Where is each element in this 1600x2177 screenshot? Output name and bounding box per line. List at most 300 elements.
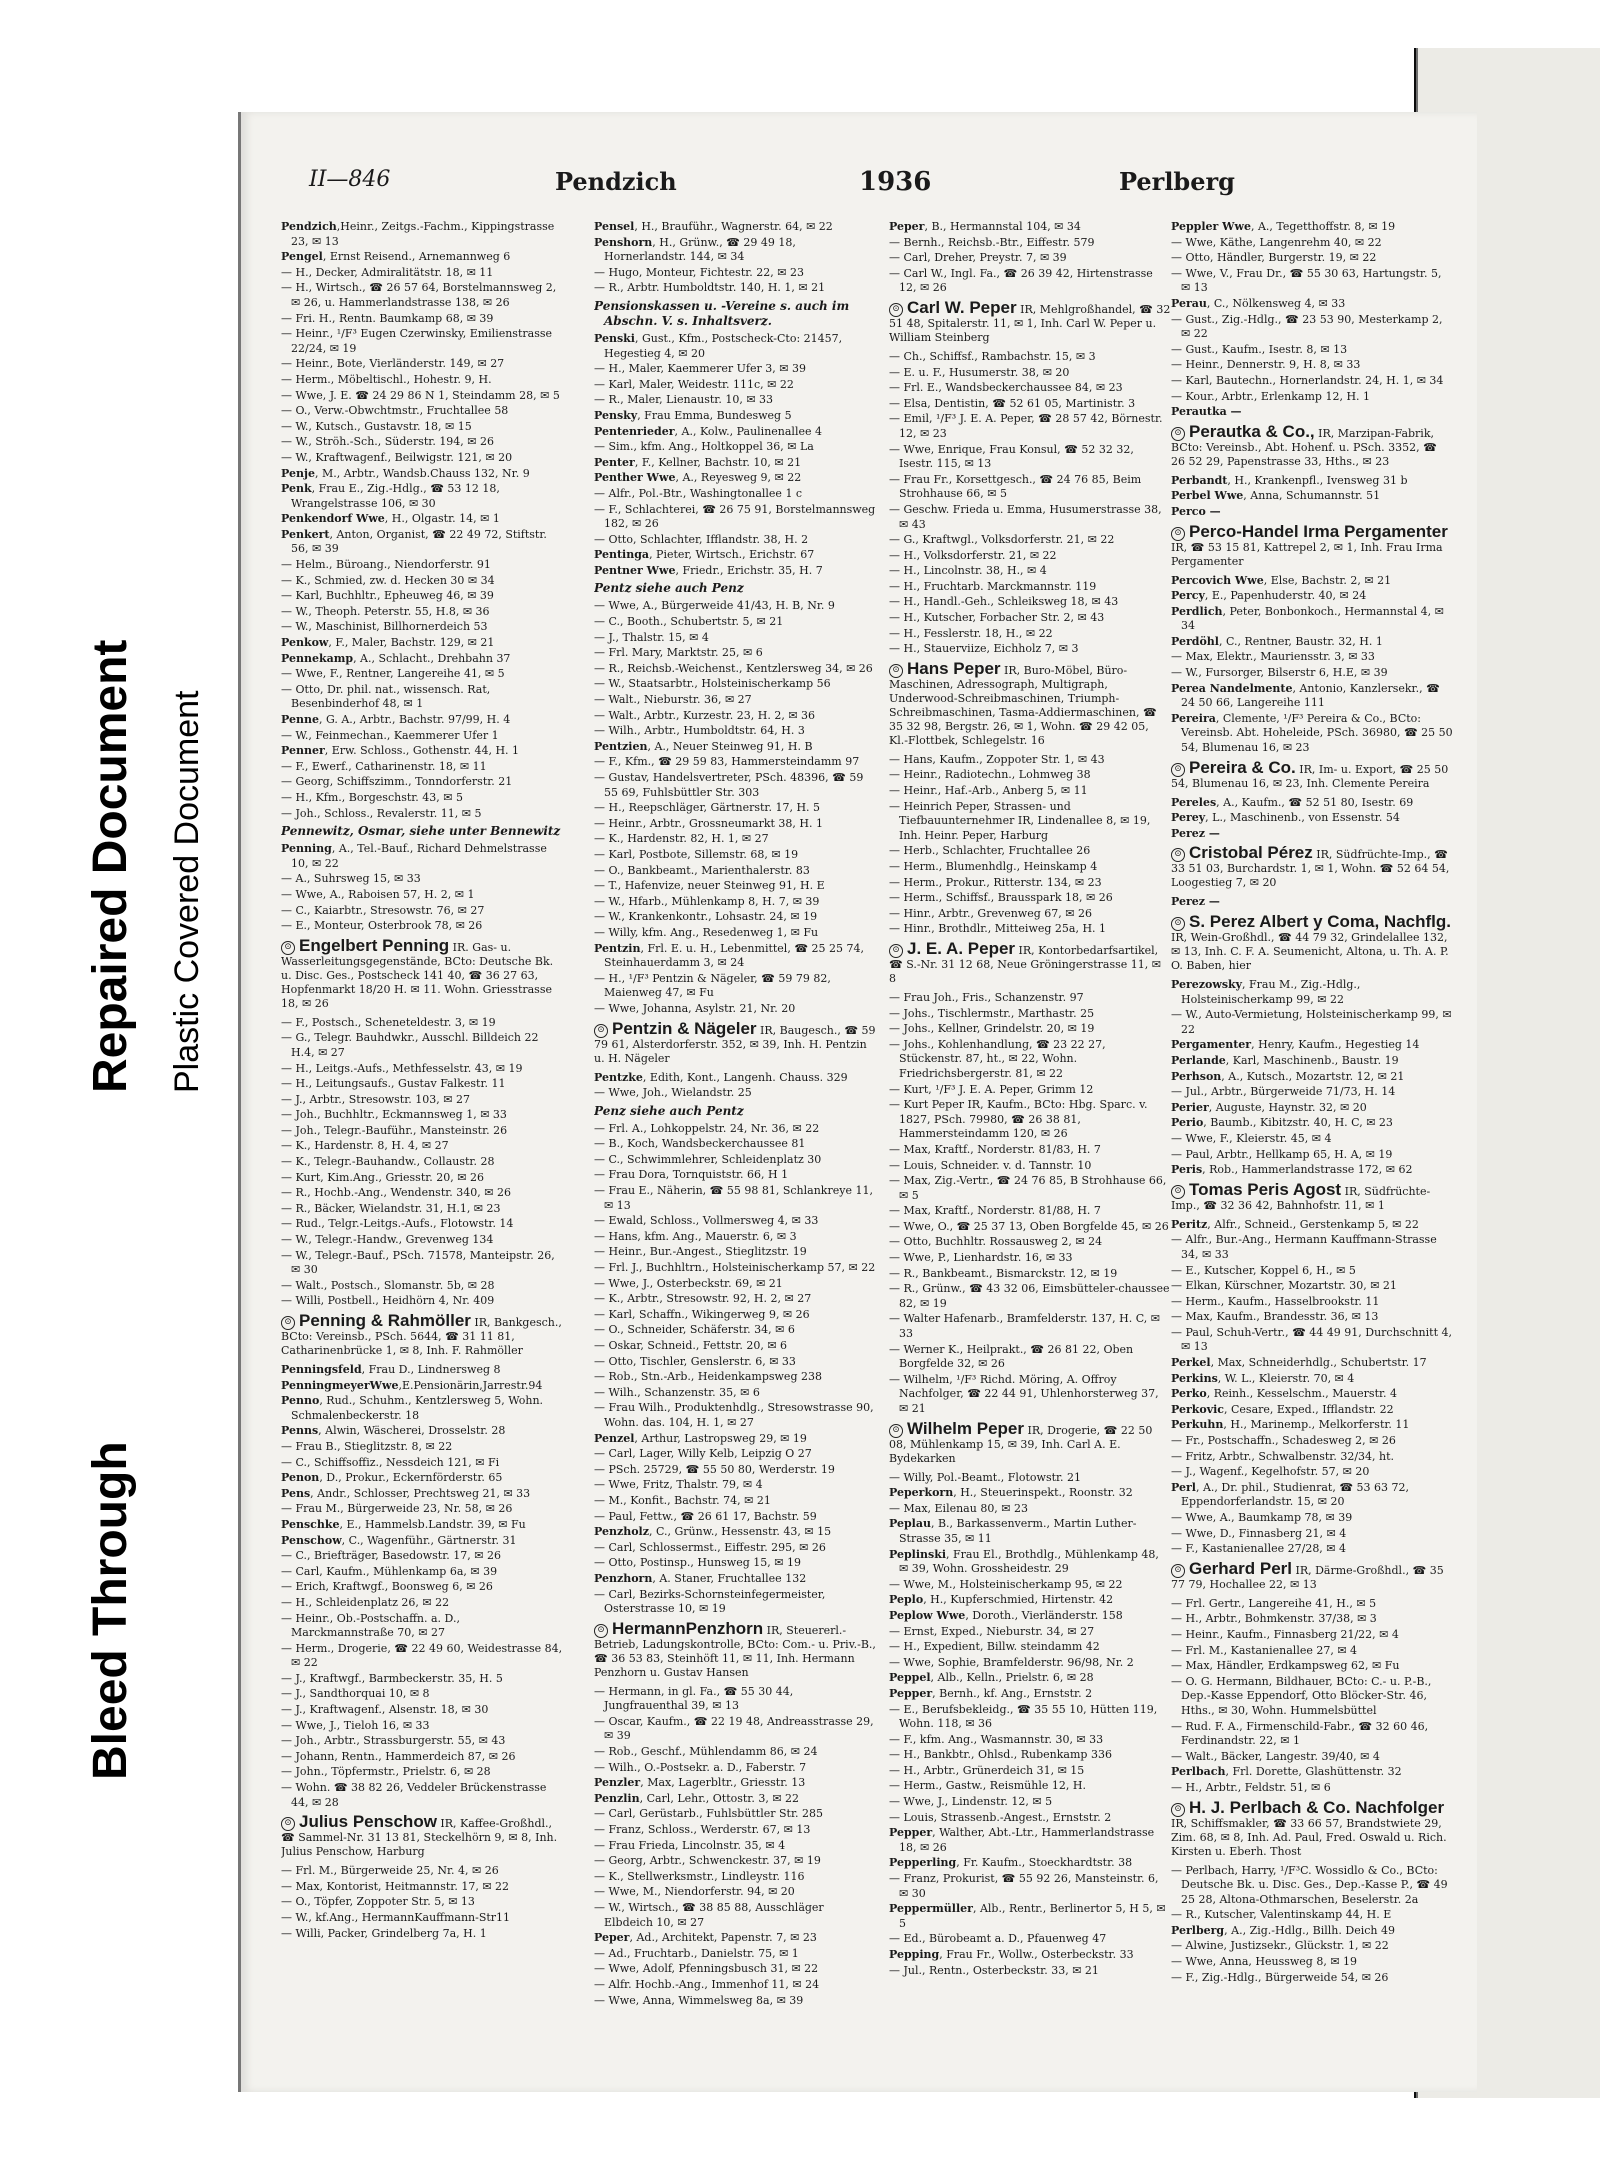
register-mark-icon: ⊙ bbox=[594, 1024, 608, 1038]
directory-advert: ⊙ Julius Penschow IR, Kaffee-Großhdl., ☎ Sammel-Nr. 31 13 81, Steckelhörn 9, ✉ 8, Inh. Julius Penschow, Harburg bbox=[281, 1812, 558, 1859]
directory-entry: Penkow, F., Maler, Bachstr. 129, ✉ 21 bbox=[281, 636, 495, 650]
directory-entry: — Rob., Stn.-Arb., Heidenkampsweg 238 bbox=[594, 1370, 822, 1384]
register-mark-icon: ⊙ bbox=[889, 664, 903, 678]
register-mark-icon: ⊙ bbox=[889, 303, 903, 317]
directory-entry: — Carl, Bezirks-Schornsteinfegermeister, Osterstrasse 10, ✉ 19 bbox=[594, 1587, 826, 1616]
directory-entry: — W., Telegr.-Handw., Grevenweg 134 bbox=[281, 1233, 494, 1247]
directory-entry: — J., Kraftwgf., Barmbeckerstr. 35, H. 5 bbox=[281, 1671, 503, 1685]
directory-entry: — H., Fruchtarb. Marckmannstr. 119 bbox=[889, 579, 1097, 593]
directory-entry: Penningsfeld, Frau D., Lindnersweg 8 bbox=[281, 1363, 501, 1376]
directory-advert: ⊙ Perco-Handel Irma Pergamenter IR, ☎ 53 15 81, Kattrepel 2, ✉ 1, Inh. Frau Irma Pergamenter bbox=[1171, 521, 1448, 568]
directory-entry: — Wwe, Johanna, Asylstr. 21, Nr. 20 bbox=[594, 1001, 796, 1015]
directory-entry: Penje, M., Arbtr., Wandsb.Chauss 132, Nr. 9 bbox=[281, 466, 530, 480]
label-bleed-through: Bleed Through bbox=[84, 1441, 137, 1780]
directory-entry: — Ewald, Schloss., Vollmersweg 4, ✉ 33 bbox=[594, 1214, 819, 1228]
directory-entry: — Hinr., Brothdlr., Mitteiweg 25a, H. 1 bbox=[889, 922, 1107, 936]
directory-entry: — Wwe, Fritz, Thalstr. 79, ✉ 4 bbox=[594, 1478, 763, 1492]
directory-entry: — W., Ströh.-Sch., Süderstr. 194, ✉ 26 bbox=[281, 435, 495, 449]
directory-entry: — Hermann, in gl. Fa., ☎ 55 30 44, Jungfrauenthal 39, ✉ 13 bbox=[594, 1684, 794, 1713]
directory-entry: — H., Lincolnstr. 38, H., ✉ 4 bbox=[889, 564, 1047, 578]
directory-entry: Perl, A., Dr. phil., Studienrat, ☎ 53 63 72, Eppendorferlandstr. 15, ✉ 20 bbox=[1171, 1480, 1409, 1509]
directory-entry: — Heinr., Haf.-Arb., Anberg 5, ✉ 11 bbox=[889, 784, 1088, 798]
directory-entry: — Walt., Arbtr., Kurzestr. 23, H. 2, ✉ 36 bbox=[594, 708, 816, 722]
directory-entry: — Wwe, M., Holsteinischerkamp 95, ✉ 22 bbox=[889, 1577, 1123, 1591]
directory-entry: — Paul, Arbtr., Hellkamp 65, H. A, ✉ 19 bbox=[1171, 1147, 1393, 1161]
directory-entry: — W., Feinmechan., Kaemmerer Ufer 1 bbox=[281, 728, 499, 742]
register-mark-icon: ⊙ bbox=[1171, 763, 1185, 777]
directory-entry: — Wwe, V., Frau Dr., ☎ 55 30 63, Hartungstr. 5, ✉ 13 bbox=[1171, 266, 1442, 295]
directory-entry: — F., Schlachterei, ☎ 26 75 91, Borstelmannsweg 182, ✉ 26 bbox=[594, 502, 876, 531]
directory-entry: — H., Stauerviize, Eichholz 7, ✉ 3 bbox=[889, 642, 1079, 656]
directory-entry: — Frl. Gertr., Langereihe 41, H., ✉ 5 bbox=[1171, 1596, 1377, 1610]
directory-entry: — Herm., Gastw., Reismühle 12, H. bbox=[889, 1779, 1086, 1793]
directory-advert: ⊙ Engelbert Penning IR. Gas- u. Wasserleitungsgegenstände, BCto: Deutsche Bk. u. Disc. Ges., Postscheck 141 40, ☎ 36 27 63, Hopfenmarkt 18/20 H. ✉ 11. Wohn. Griesstrasse 18, ✉ 26 bbox=[281, 935, 554, 1010]
directory-entry: — Ed., Bürobeamt a. D., Pfauenweg 47 bbox=[889, 1932, 1107, 1946]
directory-entry: — Hans, Kaufm., Zoppoter Str. 1, ✉ 43 bbox=[889, 752, 1105, 766]
directory-entry: Pereles, A., Kaufm., ☎ 52 51 80, Isestr. 69 bbox=[1171, 795, 1414, 809]
directory-entry: — Ch., Schiffsf., Rambachstr. 15, ✉ 3 bbox=[889, 349, 1096, 363]
directory-entry: Pensionskassen u. -Vereine s. auch im Abschn. V. s. Inhaltsverz. bbox=[594, 298, 850, 328]
directory-entry: Penz siehe auch Pentz bbox=[594, 1103, 744, 1118]
directory-entry: — Max, Kraftf., Norderstr. 81/88, H. 7 bbox=[889, 1204, 1101, 1218]
page-header bbox=[241, 167, 1477, 201]
directory-entry: — Wwe, F., Rentner, Langereihe 41, ✉ 5 bbox=[281, 667, 505, 681]
directory-entry: — B., Koch, Wandsbeckerchaussee 81 bbox=[594, 1137, 806, 1151]
directory-entry: — F., Postsch., Scheneteldestr. 3, ✉ 19 bbox=[281, 1015, 496, 1029]
directory-entry: Perkuhn, H., Marinemp., Melkorferstr. 11 bbox=[1171, 1418, 1410, 1432]
directory-entry: — Wwe, J., Tieloh 16, ✉ 33 bbox=[281, 1718, 430, 1732]
directory-entry: — Otto, Tischler, Genslerstr. 6, ✉ 33 bbox=[594, 1354, 796, 1368]
directory-entry: — Max, Kontorist, Heitmannstr. 17, ✉ 22 bbox=[281, 1879, 510, 1893]
directory-entry: — H., Reepschläger, Gärtnerstr. 17, H. 5 bbox=[594, 801, 821, 815]
directory-entry: — E., Kutscher, Koppel 6, H., ✉ 5 bbox=[1171, 1263, 1356, 1277]
directory-entry: Perkovic, Cesare, Exped., Ifflandstr. 22 bbox=[1171, 1402, 1394, 1416]
directory-entry: — PSch. 25729, ☎ 55 50 80, Werderstr. 19 bbox=[594, 1462, 835, 1476]
directory-entry: — K., Stellwerksmstr., Lindleystr. 116 bbox=[594, 1869, 805, 1883]
column-1 bbox=[281, 220, 563, 2060]
directory-entry: — Joh., Buchhltr., Eckmannsweg 1, ✉ 33 bbox=[281, 1108, 507, 1122]
directory-entry: — H., Handl.-Geh., Schleiksweg 18, ✉ 43 bbox=[889, 595, 1119, 609]
directory-entry: — Heinr., Bote, Vierländerstr. 149, ✉ 27 bbox=[281, 357, 505, 371]
directory-entry: Pentzke, Edith, Kont., Langenh. Chauss. 329 bbox=[594, 1070, 848, 1084]
directory-entry: — H., Bankbtr., Ohlsd., Rubenkamp 336 bbox=[889, 1748, 1112, 1762]
directory-entry: Penzler, Max, Lagerbltr., Griesstr. 13 bbox=[594, 1776, 806, 1790]
directory-entry: — Max, Eilenau 80, ✉ 23 bbox=[889, 1501, 1029, 1515]
directory-entry: — Fr., Postschaffn., Schadesweg 2, ✉ 26 bbox=[1171, 1434, 1396, 1448]
directory-entry: — Alfr., Pol.-Btr., Washingtonallee 1 c bbox=[594, 486, 803, 500]
directory-entry: Penno, Rud., Schuhm., Kentzlersweg 5, Wohn. Schmalenbeckerstr. 18 bbox=[281, 1394, 544, 1422]
directory-entry: — H., Arbtr., Grünerdeich 31, ✉ 15 bbox=[889, 1763, 1085, 1777]
page-number: II—846 bbox=[309, 167, 391, 192]
register-mark-icon: ⊙ bbox=[281, 941, 295, 955]
directory-entry: Perezowsky, Frau M., Zig.-Hdlg., Holsteinischerkamp 99, ✉ 22 bbox=[1171, 978, 1361, 1006]
directory-entry: Perau, C., Nölkensweg 4, ✉ 33 bbox=[1171, 296, 1346, 310]
header-year: 1936 bbox=[859, 167, 932, 197]
directory-entry: — Max, Zig.-Vertr., ☎ 24 76 85, B Strohhause 66, ✉ 5 bbox=[889, 1174, 1167, 1202]
directory-entry: Peplo, H., Kupferschmied, Hirtenstr. 42 bbox=[889, 1593, 1114, 1607]
directory-entry: — E., Monteur, Osterbrook 78, ✉ 26 bbox=[281, 919, 483, 933]
directory-entry: — Wilh., O.-Postsekr. a. D., Faberstr. 7 bbox=[594, 1760, 807, 1774]
directory-entry: — Willi, Packer, Grindelberg 7a, H. 1 bbox=[281, 1926, 487, 1940]
directory-entry: — F., Kastanienallee 27/28, ✉ 4 bbox=[1171, 1542, 1347, 1556]
directory-entry: — H., Leitgs.-Aufs., Methfesselstr. 43, ✉ 19 bbox=[281, 1061, 523, 1075]
directory-entry: — Georg, Schiffszimm., Tonndorferstr. 21 bbox=[281, 775, 513, 789]
directory-entry: — Alfr. Hochb.-Ang., Immenhof 11, ✉ 24 bbox=[594, 1977, 820, 1991]
directory-entry: — Wilhelm, ¹/F³ Richd. Möring, A. Offroy Nachfolger, ☎ 22 44 91, Uhlenhorsterweg 37, ✉ 21 bbox=[889, 1372, 1159, 1415]
directory-entry: PenningmeyerWwe,E.Pensionärin,Jarrestr.94 bbox=[281, 1378, 543, 1392]
directory-entry: Pepping, Frau Fr., Wollw., Osterbeckstr. 33 bbox=[889, 1948, 1134, 1961]
directory-entry: — Johs., Kellner, Grindelstr. 20, ✉ 19 bbox=[889, 1022, 1095, 1036]
directory-entry: — Max, Händler, Erdkampsweg 62, ✉ Fu bbox=[1171, 1659, 1400, 1673]
directory-entry: — W., Theoph. Peterstr. 55, H.8, ✉ 36 bbox=[281, 604, 490, 618]
directory-entry: — Karl, Maler, Weidestr. 111c, ✉ 22 bbox=[594, 377, 794, 391]
directory-entry: — O. G. Hermann, Bildhauer, BCto: C.- u. P.-B., Dep.-Kasse Eppendorf, Otto Blöcker-Str. 46, Hths., ✉ 30, Wohn. Hummelsbüttel bbox=[1171, 1674, 1432, 1717]
directory-advert: ⊙ Cristobal Pérez IR, Südfrüchte-Imp., ☎ 33 51 03, Burchardstr. 1, ✉ 1, Wohn. ☎ 52 64 54, Loogestieg 7, ✉ 20 bbox=[1171, 843, 1450, 890]
directory-entry: — Herb., Schlachter, Fruchtallee 26 bbox=[889, 844, 1091, 858]
directory-entry: Perautka — bbox=[1171, 405, 1242, 419]
directory-entry: — K., Arbtr., Stresowstr. 92, H. 2, ✉ 27 bbox=[594, 1292, 812, 1306]
directory-entry: Penschke, E., Hammelsb.Landstr. 39, ✉ Fu bbox=[281, 1517, 526, 1531]
directory-entry: — W., Krankenkontr., Lohsastr. 24, ✉ 19 bbox=[594, 910, 818, 924]
register-mark-icon: ⊙ bbox=[1171, 1803, 1185, 1817]
directory-entry: — Alwine, Justizsekr., Glückstr. 1, ✉ 22 bbox=[1171, 1939, 1389, 1953]
directory-entry: — R., Hochb.-Ang., Wendenstr. 340, ✉ 26 bbox=[281, 1186, 511, 1200]
directory-entry: — K., Hardenstr. 8, H. 4, ✉ 27 bbox=[281, 1139, 449, 1153]
directory-entry: Perdöhl, C., Rentner, Baustr. 32, H. 1 bbox=[1171, 634, 1383, 648]
directory-entry: — W., Fursorger, Bilserstr 6, H.E, ✉ 39 bbox=[1171, 666, 1388, 680]
directory-entry: — F., kfm. Ang., Wasmannstr. 30, ✉ 33 bbox=[889, 1732, 1104, 1746]
directory-entry: — Gustav, Handelsvertreter, PSch. 48396, ☎ 59 55 69, Fuhlsbüttler Str. 303 bbox=[594, 771, 864, 799]
directory-entry: — K., Hardenstr. 82, H. 1, ✉ 27 bbox=[594, 832, 769, 846]
directory-entry: Pereira, Clemente, ¹/F³ Pereira & Co., BCto: Vereinsb. Abt. Hoheleide, PSch. 36980, ☎ 25 50 54, Blumenau 16, ✉ 23 bbox=[1171, 711, 1453, 755]
directory-entry: Pentinga, Pieter, Wirtsch., Erichstr. 67 bbox=[594, 548, 815, 562]
directory-entry: — K., Telegr.-Bauhandw., Collaustr. 28 bbox=[281, 1155, 495, 1169]
directory-entry: Percy, E., Papenhuderstr. 40, ✉ 24 bbox=[1171, 589, 1367, 603]
directory-entry: Perko, Reinh., Kesselschm., Mauerstr. 4 bbox=[1171, 1387, 1398, 1401]
directory-entry: — Wwe, M., Niendorferstr. 94, ✉ 20 bbox=[594, 1885, 795, 1899]
directory-entry: Perlbach, Frl. Dorette, Glashüttenstr. 32 bbox=[1171, 1765, 1402, 1779]
directory-entry: — Bernh., Reichsb.-Btr., Eiffestr. 579 bbox=[889, 235, 1095, 249]
directory-entry: — M., Konfit., Bachstr. 74, ✉ 21 bbox=[594, 1493, 771, 1507]
directory-entry: — R., Reichsb.-Weichenst., Kentzlersweg 34, ✉ 26 bbox=[594, 661, 873, 675]
directory-entry: — Max, Kaufm., Brandesstr. 36, ✉ 13 bbox=[1171, 1310, 1379, 1324]
directory-entry: — Otto, Postinsp., Hunsweg 15, ✉ 19 bbox=[594, 1556, 801, 1570]
directory-entry: — Heinr., Dennerstr. 9, H. 8, ✉ 33 bbox=[1171, 358, 1361, 372]
directory-entry: — Wilh., Arbtr., Humboldtstr. 64, H. 3 bbox=[594, 724, 805, 738]
directory-advert: ⊙ Carl W. Peper IR, Mehlgroßhandel, ☎ 32 51 48, Spitalerstr. 11, ✉ 1, Inh. Carl W. Peper u. William Steinberg bbox=[889, 297, 1171, 344]
directory-advert: ⊙ Hans Peper IR, Buro-Möbel, Büro-Maschinen, Adressograph, Multigraph, Underwood-Schreibmaschinen, Triumph-Schreibmaschinen, Tasma-Addiermaschinen, ☎ 35 32 98, Bergstr. 26, ✉ 1, Wohn. ☎ 29 42 05, Kl.-Flottbek, Schlegelstr. 16 bbox=[889, 658, 1157, 747]
directory-entry: — Walt., Postsch., Slomanstr. 5b, ✉ 28 bbox=[281, 1278, 495, 1292]
directory-entry: Peplinski, Frau El., Brothdlg., Mühlenkamp 48, ✉ 39, Wohn. Grossheidestr. 29 bbox=[889, 1547, 1159, 1576]
directory-entry: — Oskar, Schneid., Fettstr. 20, ✉ 6 bbox=[594, 1339, 788, 1352]
directory-entry: — Otto, Buchhltr. Rossausweg 2, ✉ 24 bbox=[889, 1235, 1103, 1249]
directory-entry: — Hans, kfm. Ang., Mauerstr. 6, ✉ 3 bbox=[594, 1229, 797, 1243]
directory-entry: — Carl, Lager, Willy Kelb, Leipzig O 27 bbox=[594, 1447, 812, 1461]
directory-entry: — W., Wirtsch., ☎ 38 85 88, Ausschläger Elbdeich 10, ✉ 27 bbox=[594, 1901, 824, 1929]
directory-entry: — H., Decker, Admiralitätstr. 18, ✉ 11 bbox=[281, 265, 494, 279]
directory-entry: — Elkan, Kürschner, Mozartstr. 30, ✉ 21 bbox=[1171, 1279, 1397, 1293]
directory-entry: — C., Schiffsoffiz., Nessdeich 121, ✉ Fi bbox=[281, 1455, 500, 1469]
directory-entry: Penning, A., Tel.-Bauf., Richard Dehmelstrasse 10, ✉ 22 bbox=[281, 842, 547, 870]
directory-entry: — Karl, Postbote, Sillemstr. 68, ✉ 19 bbox=[594, 847, 799, 861]
directory-entry: — R., Grünw., ☎ 43 32 06, Eimsbütteler-chaussee 82, ✉ 19 bbox=[889, 1282, 1170, 1310]
directory-entry: — Hugo, Monteur, Fichtestr. 22, ✉ 23 bbox=[594, 265, 804, 279]
directory-entry: — Joh., Schloss., Revalerstr. 11, ✉ 5 bbox=[281, 806, 482, 820]
directory-entry: Penzhorn, A. Staner, Fruchtallee 132 bbox=[594, 1571, 807, 1585]
register-mark-icon: ⊙ bbox=[1171, 1185, 1185, 1199]
directory-entry: Percovich Wwe, Else, Bachstr. 2, ✉ 21 bbox=[1171, 573, 1392, 587]
directory-entry: — Walt., Nieburstr. 36, ✉ 27 bbox=[594, 693, 752, 707]
directory-entry: Pensel, H., Brauführ., Wagnerstr. 64, ✉ 22 bbox=[594, 220, 833, 233]
directory-entry: — Carl W., Ingl. Fa., ☎ 26 39 42, Hirtenstrasse 12, ✉ 26 bbox=[889, 266, 1153, 295]
directory-entry: — W., kf.Ang., HermannKauffmann-Str11 bbox=[281, 1911, 511, 1924]
directory-entry: — R., Kutscher, Valentinskamp 44, H. E bbox=[1171, 1908, 1392, 1922]
directory-entry: — Ad., Fruchtarb., Danielstr. 75, ✉ 1 bbox=[594, 1946, 799, 1960]
directory-entry: — Alfr., Bur.-Ang., Hermann Kauffmann-Strasse 34, ✉ 33 bbox=[1171, 1233, 1437, 1261]
directory-entry: — R., Arbtr. Humboldtstr. 140, H. 1, ✉ 21 bbox=[594, 281, 826, 295]
directory-entry: — F., Ewerf., Catharinenstr. 18, ✉ 11 bbox=[281, 759, 487, 773]
directory-entry: Pepper, Walther, Abt.-Ltr., Hammerlandstrasse 18, ✉ 26 bbox=[889, 1826, 1155, 1854]
directory-entry: — Frau Dora, Tornquiststr. 66, H 1 bbox=[594, 1168, 789, 1182]
directory-entry: Peperkorn, H., Steuerinspekt., Roonstr. 32 bbox=[889, 1486, 1133, 1500]
directory-entry: — Karl, Buchhltr., Epheuweg 46, ✉ 39 bbox=[281, 589, 494, 603]
directory-entry: — Frl. A., Lohkoppelstr. 24, Nr. 36, ✉ 22 bbox=[594, 1121, 820, 1135]
directory-entry: — Willy, kfm. Ang., Resedenweg 1, ✉ Fu bbox=[594, 925, 819, 939]
directory-entry: — Sim., kfm. Ang., Holtkoppel 36, ✉ La bbox=[594, 440, 814, 454]
directory-entry: — Kurt, ¹/F³ J. E. A. Peper, Grimm 12 bbox=[889, 1082, 1094, 1096]
directory-entry: — Kurt, Kim.Ang., Griesstr. 20, ✉ 26 bbox=[281, 1170, 484, 1184]
directory-entry: — W., Maschinist, Billhornerdeich 53 bbox=[281, 620, 488, 634]
directory-entry: — Frau M., Bürgerweide 23, Nr. 58, ✉ 26 bbox=[281, 1502, 513, 1516]
directory-entry: Penzholz, C., Grünw., Hessenstr. 43, ✉ 15 bbox=[594, 1525, 832, 1539]
directory-entry: — Joh., Arbtr., Strassburgerstr. 55, ✉ 43 bbox=[281, 1734, 506, 1748]
directory-entry: — C., Schwimmlehrer, Schleidenplatz 30 bbox=[594, 1152, 822, 1166]
directory-entry: — G., Kraftwgl., Volksdorferstr. 21, ✉ 22 bbox=[889, 533, 1115, 547]
directory-entry: — Wwe, Anna, Wimmelsweg 8a, ✉ 39 bbox=[594, 1993, 804, 2007]
directory-entry: — H., Wirtsch., ☎ 26 57 64, Borstelmannsweg 2, ✉ 26, u. Hammerlandstrasse 138, ✉ 26 bbox=[281, 281, 557, 309]
directory-entry: Pergamenter, Henry, Kaufm., Hegestieg 14 bbox=[1171, 1038, 1420, 1052]
directory-entry: — Wwe, A., Raboisen 57, H. 2, ✉ 1 bbox=[281, 887, 475, 901]
directory-entry: — F., Kfm., ☎ 29 59 83, Hammersteindamm 97 bbox=[594, 755, 860, 769]
directory-entry: — W., Kutsch., Gustavstr. 18, ✉ 15 bbox=[281, 419, 472, 433]
directory-entry: — Wwe, J., Lindenstr. 12, ✉ 5 bbox=[889, 1795, 1053, 1809]
directory-advert: ⊙ H. J. Perlbach & Co. Nachfolger IR, Schiffsmakler, ☎ 33 66 57, Brandstwiete 29, Zim. 68, ✉ 8, Inh. Ad. Paul, Fred. Oswald u. Rich. Kirsten u. Eberh. Thost bbox=[1171, 1797, 1447, 1858]
directory-entry: — F., Zig.-Hdlg., Bürgerweide 54, ✉ 26 bbox=[1171, 1970, 1389, 1984]
directory-entry: Peper, B., Hermannstal 104, ✉ 34 bbox=[889, 220, 1081, 233]
directory-entry: Penkert, Anton, Organist, ☎ 22 49 72, Stiftstr. 56, ✉ 39 bbox=[281, 527, 547, 556]
directory-entry: — R., Bäcker, Wielandstr. 31, H.1, ✉ 23 bbox=[281, 1201, 501, 1215]
register-mark-icon: ⊙ bbox=[889, 944, 903, 958]
directory-entry: Perco — bbox=[1171, 504, 1221, 518]
directory-entry: — Louis, Schneider. v. d. Tannstr. 10 bbox=[889, 1158, 1092, 1172]
directory-entry: Pensky, Frau Emma, Bundesweg 5 bbox=[594, 408, 792, 422]
directory-entry: Perbandt, H., Krankenpfl., Ivensweg 31 b bbox=[1171, 473, 1408, 487]
directory-entry: Peppermüller, Alb., Rentr., Berlinertor 5, H 5, ✉ 5 bbox=[889, 1902, 1166, 1930]
directory-entry: — Fri. H., Rentn. Baumkamp 68, ✉ 39 bbox=[281, 311, 494, 325]
directory-entry: Pendzich,Heinr., Zeitgs.-Fachm., Kippingstrasse 23, ✉ 13 bbox=[281, 220, 555, 248]
directory-entry: — Karl, Schaffn., Wikingerweg 9, ✉ 26 bbox=[594, 1307, 810, 1321]
directory-entry: — Walt., Bäcker, Langestr. 39/40, ✉ 4 bbox=[1171, 1749, 1380, 1763]
directory-entry: — Carl, Kaufm., Mühlenkamp 6a, ✉ 39 bbox=[281, 1564, 498, 1578]
directory-entry: — Frau Frieda, Lincolnstr. 35, ✉ 4 bbox=[594, 1838, 786, 1852]
directory-entry: — Helm., Büroang., Niendorferstr. 91 bbox=[281, 558, 491, 572]
directory-entry: — C., Booth., Schubertstr. 5, ✉ 21 bbox=[594, 615, 784, 629]
directory-page bbox=[238, 112, 1477, 2092]
directory-entry: — H., Expedient, Billw. steindamm 42 bbox=[889, 1640, 1100, 1654]
directory-entry: Perhson, A., Kutsch., Mozartstr. 12, ✉ 21 bbox=[1171, 1069, 1405, 1083]
directory-entry: — W., Auto-Vermietung, Holsteinischerkamp 99, ✉ 22 bbox=[1171, 1008, 1452, 1036]
directory-entry: — Herm., Schiffsf., Brausspark 18, ✉ 26 bbox=[889, 891, 1113, 905]
register-mark-icon: ⊙ bbox=[594, 1624, 608, 1638]
directory-entry: Peper, Ad., Architekt, Papenstr. 7, ✉ 23 bbox=[594, 1931, 817, 1945]
directory-entry: — H., Volksdorferstr. 21, ✉ 22 bbox=[889, 548, 1057, 562]
directory-entry: — Wwe, J., Osterbeckstr. 69, ✉ 21 bbox=[594, 1276, 783, 1290]
directory-entry: — Perlbach, Harry, ¹/F³C. Wossidlo & Co., BCto: Deutsche Bk. u. Disc. Ges., Dep.-Kasse P., ☎ 49 25 28, Altona-Othmarschen, Beselerstr. 2a bbox=[1171, 1863, 1448, 1906]
directory-entry: — Gust., Kaufm., Isestr. 8, ✉ 13 bbox=[1171, 342, 1348, 356]
directory-entry: — W., Kraftwagenf., Beilwigstr. 121, ✉ 20 bbox=[281, 450, 513, 464]
directory-advert: ⊙ Perautka & Co., IR, Marzipan-Fabrik, BCto: Vereinsb., Abt. Hohenf. u. PSch. 3352, ☎ 26 52 29, Papenstrasse 33, Hths., ✉ 23 bbox=[1171, 421, 1437, 468]
directory-entry: — Frl. Mary, Marktstr. 25, ✉ 6 bbox=[594, 646, 763, 660]
directory-entry: Peppler Wwe, A., Tegetthoffstr. 8, ✉ 19 bbox=[1171, 220, 1396, 233]
directory-entry: — Frau B., Stieglitzstr. 8, ✉ 22 bbox=[281, 1439, 453, 1453]
directory-entry: — Gust., Zig.-Hdlg., ☎ 23 53 90, Mesterkamp 2, ✉ 22 bbox=[1171, 312, 1443, 341]
directory-entry: — Max, Kraftf., Norderstr. 81/83, H. 7 bbox=[889, 1142, 1101, 1156]
directory-entry: — Emil, ¹/F³ J. E. A. Peper, ☎ 28 57 42, Börnestr. 12, ✉ 23 bbox=[889, 412, 1163, 440]
directory-entry: Penne, G. A., Arbtr., Bachstr. 97/99, H. 4 bbox=[281, 713, 511, 726]
register-mark-icon: ⊙ bbox=[281, 1817, 295, 1831]
directory-advert: ⊙ Pereira & Co. IR, Im- u. Export, ☎ 25 50 54, Blumenau 16, ✉ 23, Inh. Clemente Pereira bbox=[1171, 757, 1449, 790]
directory-entry: Pentz siehe auch Penz bbox=[594, 581, 744, 596]
label-plastic-covered: Plastic Covered Document bbox=[168, 690, 206, 1093]
directory-entry: — Louis, Strassenb.-Angest., Ernststr. 2 bbox=[889, 1810, 1112, 1824]
directory-entry: — H., Kutscher, Forbacher Str. 2, ✉ 43 bbox=[889, 611, 1105, 625]
directory-entry: — Wwe, A., Baumkamp 78, ✉ 39 bbox=[1171, 1511, 1353, 1524]
column-2 bbox=[594, 220, 876, 2060]
directory-entry: Perez — bbox=[1171, 895, 1220, 909]
register-mark-icon: ⊙ bbox=[1171, 848, 1185, 862]
directory-entry: — Wwe, D., Finnasberg 21, ✉ 4 bbox=[1171, 1526, 1347, 1540]
directory-entry: — Walter Hafenarb., Bramfelderstr. 137, H. C, ✉ 33 bbox=[889, 1312, 1160, 1341]
header-from-name: Pendzich bbox=[555, 167, 677, 196]
directory-entry: — Kurt Peper IR, Kaufm., BCto: Hbg. Sparc. v. 1827, PSch. 79980, ☎ 26 38 81, Hammersteindamm 120, ✉ 26 bbox=[889, 1098, 1148, 1141]
directory-entry: — Heinrich Peper, Strassen- und Tiefbauunternehmer IR, Lindenallee 8, ✉ 19, Inh. Heinr. Peper, Harburg bbox=[889, 799, 1151, 842]
directory-entry: Pentzin, Frl. E. u. H., Lebenmittel, ☎ 25 25 74, Steinhauerdamm 3, ✉ 24 bbox=[594, 941, 865, 970]
directory-entry: Perey, L., Maschinenb., von Essenstr. 54 bbox=[1171, 811, 1400, 825]
directory-entry: — Willy, Pol.-Beamt., Flotowstr. 21 bbox=[889, 1470, 1082, 1484]
directory-entry: Peris, Rob., Hammerlandstrasse 172, ✉ 62 bbox=[1171, 1163, 1413, 1177]
directory-entry: Peplow Wwe, Doroth., Vierländerstr. 158 bbox=[889, 1608, 1123, 1622]
directory-entry: Peppel, Alb., Kelln., Prielstr. 6, ✉ 28 bbox=[889, 1671, 1094, 1685]
directory-entry: — Otto, Händler, Burgerstr. 19, ✉ 22 bbox=[1171, 251, 1377, 265]
directory-advert: ⊙ Tomas Peris Agost IR, Südfrüchte-Imp., ☎ 32 36 42, Bahnhofstr. 11, ✉ 1 bbox=[1171, 1179, 1431, 1212]
directory-entry: — W., Hfarb., Mühlenkamp 8, H. 7, ✉ 39 bbox=[594, 894, 820, 908]
directory-entry: — K., Schmied, zw. d. Hecken 30 ✉ 34 bbox=[281, 573, 495, 587]
register-mark-icon: ⊙ bbox=[281, 1316, 295, 1330]
directory-entry: — Werner K., Heilprakt., ☎ 26 81 22, Oben Borgfelde 32, ✉ 26 bbox=[889, 1342, 1134, 1371]
directory-entry: — J., Kraftwagenf., Alsenstr. 18, ✉ 30 bbox=[281, 1703, 489, 1717]
directory-entry: Penon, D., Prokur., Eckernförderstr. 65 bbox=[281, 1471, 503, 1485]
directory-entry: — J., Sandthorquai 10, ✉ 8 bbox=[281, 1687, 430, 1701]
directory-entry: Pens, Andr., Schlosser, Prechtsweg 21, ✉ 33 bbox=[281, 1486, 531, 1500]
directory-entry: — Karl, Bautechn., Hornerlandstr. 24, H. 1, ✉ 34 bbox=[1171, 373, 1444, 387]
directory-entry: — Oscar, Kaufm., ☎ 22 19 48, Andreasstrasse 29, ✉ 39 bbox=[594, 1714, 874, 1743]
directory-entry: — Max, Elektr., Mauriensstr. 3, ✉ 33 bbox=[1171, 650, 1375, 664]
directory-entry: — Wwe, Enrique, Frau Konsul, ☎ 52 32 32, Isestr. 115, ✉ 13 bbox=[889, 442, 1134, 471]
header-to-name: Perlberg bbox=[1119, 167, 1235, 196]
directory-entry: — H., ¹/F³ Pentzin & Nägeler, ☎ 59 79 82, Maienweg 47, ✉ Fu bbox=[594, 971, 831, 1000]
column-3 bbox=[889, 220, 1171, 2060]
directory-entry: — Willi, Postbell., Heidhörn 4, Nr. 409 bbox=[281, 1294, 495, 1308]
directory-entry: — Johs., Kohlenhandlung, ☎ 23 22 27, Stückenstr. 87, ht., ✉ 22, Wohn. Friedrichsbergerstr. 81, ✉ 22 bbox=[889, 1037, 1106, 1080]
directory-entry: Perea Nandelmente, Antonio, Kanzlersekr., ☎ 24 50 66, Langereihe 111 bbox=[1171, 681, 1440, 710]
directory-entry: Penter, F., Kellner, Bachstr. 10, ✉ 21 bbox=[594, 455, 802, 469]
directory-entry: Pennewitz, Osmar, siehe unter Bennewitz bbox=[281, 824, 561, 839]
directory-entry: — Erich, Kraftwgf., Boonsweg 6, ✉ 26 bbox=[281, 1580, 493, 1594]
column-4 bbox=[1171, 220, 1453, 2060]
directory-entry: Penner, Erw. Schloss., Gothenstr. 44, H. 1 bbox=[281, 744, 520, 758]
directory-entry: — Rob., Geschf., Mühlendamm 86, ✉ 24 bbox=[594, 1745, 818, 1759]
directory-advert: ⊙ J. E. A. Peper IR, Kontorbedarfsartikel, ☎ S.-Nr. 31 12 68, Neue Gröningerstrasse 11, ✉ 8 bbox=[889, 938, 1161, 985]
register-mark-icon: ⊙ bbox=[1171, 527, 1185, 541]
directory-entry: — Herm., Kaufm., Hasselbrookstr. 11 bbox=[1171, 1294, 1380, 1308]
directory-entry: Penski, Gust., Kfm., Postscheck-Cto: 21457, Hegestieg 4, ✉ 20 bbox=[594, 331, 843, 360]
directory-entry: — Fritz, Arbtr., Schwalbenstr. 32/34, ht. bbox=[1171, 1449, 1395, 1463]
directory-entry: — Herm., Möbeltischl., Hohestr. 9, H. bbox=[281, 372, 492, 386]
directory-entry: — Frau E., Näherin, ☎ 55 98 81, Schlankreye 11, ✉ 13 bbox=[594, 1184, 873, 1212]
directory-entry: Pentenrieder, A., Kolw., Paulinenallee 4 bbox=[594, 424, 822, 438]
directory-entry: — Carl, Gerüstarb., Fuhlsbüttler Str. 285 bbox=[594, 1807, 824, 1821]
directory-entry: — Geschw. Frieda u. Emma, Husumerstrasse 38, ✉ 43 bbox=[889, 502, 1162, 531]
directory-entry: Pentzien, A., Neuer Steinweg 91, H. B bbox=[594, 739, 813, 753]
directory-entry: — O., Verw.-Obwchtmstr., Fruchtallee 58 bbox=[281, 404, 509, 418]
directory-entry: — Franz, Schloss., Werderstr. 67, ✉ 13 bbox=[594, 1823, 811, 1837]
directory-entry: — Wwe, Joh., Wielandstr. 25 bbox=[594, 1086, 752, 1100]
directory-entry: — Paul, Fettw., ☎ 26 61 17, Bachstr. 59 bbox=[594, 1509, 817, 1523]
directory-entry: — Otto, Dr. phil. nat., wissensch. Rat, Besenbinderhof 48, ✉ 1 bbox=[281, 682, 491, 711]
directory-entry: Pentner Wwe, Friedr., Erichstr. 35, H. 7 bbox=[594, 563, 823, 577]
directory-entry: Penk, Frau E., Zig.-Hdlg., ☎ 53 12 18, Wrangelstrasse 106, ✉ 30 bbox=[281, 482, 500, 510]
directory-entry: — Otto, Schlachter, Ifflandstr. 38, H. 2 bbox=[594, 532, 809, 546]
directory-entry: — J., Arbtr., Stresowstr. 103, ✉ 27 bbox=[281, 1092, 470, 1106]
directory-entry: Perier, Auguste, Haynstr. 32, ✉ 20 bbox=[1171, 1100, 1367, 1114]
directory-entry: — Wwe, Anna, Heussweg 8, ✉ 19 bbox=[1171, 1955, 1358, 1969]
register-mark-icon: ⊙ bbox=[1171, 917, 1185, 931]
directory-entry: — H., Kfm., Borgeschstr. 43, ✉ 5 bbox=[281, 790, 464, 804]
directory-entry: — Wwe, F., Kleierstr. 45, ✉ 4 bbox=[1171, 1131, 1332, 1145]
directory-entry: — H., Schleidenplatz 26, ✉ 22 bbox=[281, 1595, 450, 1609]
directory-entry: Perkins, W. L., Kleierstr. 70, ✉ 4 bbox=[1171, 1371, 1355, 1385]
directory-advert: ⊙ Gerhard Perl IR, Därme-Großhdl., ☎ 35 77 79, Hochallee 22, ✉ 13 bbox=[1171, 1558, 1444, 1591]
directory-entry: — Franz, Prokurist, ☎ 55 92 26, Mansteinstr. 6, ✉ 30 bbox=[889, 1872, 1159, 1900]
directory-entry: — Ernst, Exped., Nieburstr. 34, ✉ 27 bbox=[889, 1624, 1095, 1638]
directory-advert: ⊙ Wilhelm Peper IR, Drogerie, ☎ 22 50 08, Mühlenkamp 15, ✉ 39, Inh. Carl A. E. Bydekarken bbox=[889, 1418, 1153, 1465]
directory-entry: — Jul., Rentn., Osterbeckstr. 33, ✉ 21 bbox=[889, 1963, 1099, 1977]
directory-entry: — O., Bankbeamt., Marienthalerstr. 83 bbox=[594, 863, 810, 877]
directory-entry: — Wwe, Sophie, Bramfelderstr. 96/98, Nr. 2 bbox=[889, 1655, 1134, 1669]
directory-entry: Pennekamp, A., Schlacht., Drehbahn 37 bbox=[281, 651, 511, 665]
directory-entry: — Herm., Blumenhdlg., Heinskamp 4 bbox=[889, 860, 1098, 873]
directory-entry: Penther Wwe, A., Reyesweg 9, ✉ 22 bbox=[594, 471, 802, 485]
directory-entry: Perbel Wwe, Anna, Schumannstr. 51 bbox=[1171, 489, 1381, 503]
directory-entry: — Paul, Schuh-Vertr., ☎ 44 49 91, Durchschnitt 4, ✉ 13 bbox=[1171, 1325, 1452, 1354]
directory-entry: — Georg, Arbtr., Schwenckestr. 37, ✉ 19 bbox=[594, 1854, 821, 1868]
directory-entry: Penshorn, H., Grünw., ☎ 29 49 18, Hornerlandstr. 144, ✉ 34 bbox=[594, 235, 796, 264]
directory-entry: — Hinr., Arbtr., Grevenweg 67, ✉ 26 bbox=[889, 906, 1092, 920]
directory-entry: — Elsa, Dentistin, ☎ 52 61 05, Martinistr. 3 bbox=[889, 396, 1136, 410]
directory-entry: — H., Arbtr., Bohmkenstr. 37/38, ✉ 3 bbox=[1171, 1612, 1377, 1626]
directory-entry: Perlberg, A., Zig.-Hdlg., Billh. Deich 49 bbox=[1171, 1923, 1395, 1937]
register-mark-icon: ⊙ bbox=[889, 1424, 903, 1438]
